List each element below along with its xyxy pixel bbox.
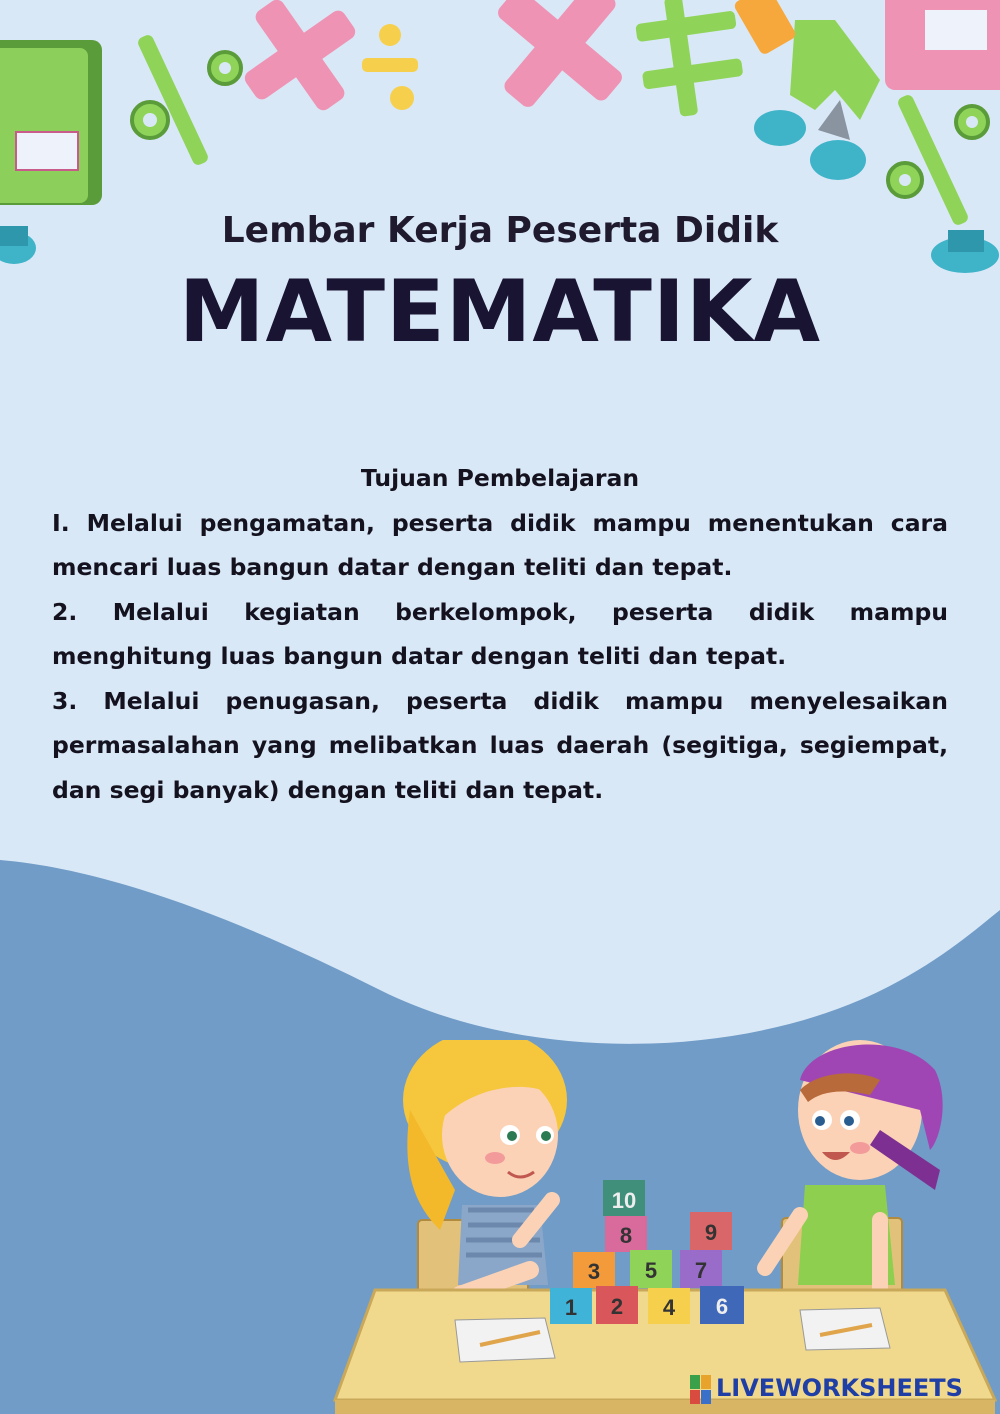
block-label: 9	[704, 1220, 718, 1245]
watermark-text: LIVEWORKSHEETS	[716, 1374, 963, 1402]
objective-item: 3. Melalui penugasan, peserta didik mampu menyelesaikan permasalahan yang melibatkan luas daerah (segitiga, segiempat, dan segi banyak) dengan teliti dan tepat.	[52, 686, 948, 804]
worksheet-subtitle: Lembar Kerja Peserta Didik	[221, 210, 779, 251]
objective-item: I. Melalui pengamatan, peserta didik mampu menentukan cara mencari luas bangun datar dengan teliti dan tepat.	[52, 508, 948, 581]
percent-icon	[888, 93, 988, 227]
multiply-icon	[493, 0, 628, 112]
children-illustration	[0, 1040, 1000, 1414]
subject-title: MATEMATIKA	[178, 262, 822, 362]
learning-objectives	[52, 456, 948, 812]
liveworksheets-logo-icon	[690, 1375, 712, 1405]
block-label: 7	[694, 1258, 708, 1283]
greater-than-icon	[790, 20, 880, 120]
book-icon	[0, 40, 102, 205]
divide-icon	[362, 24, 418, 110]
block-label: 1	[564, 1295, 578, 1320]
block-label: 10	[611, 1188, 637, 1213]
math-symbols-decoration	[0, 0, 1000, 300]
block-label: 5	[644, 1258, 658, 1283]
block-label: 8	[619, 1223, 633, 1248]
plus-icon	[632, 0, 748, 121]
block-label: 6	[715, 1294, 729, 1319]
percent-icon	[132, 33, 241, 167]
liveworksheets-watermark[interactable]	[690, 1372, 990, 1408]
objective-item: 2. Melalui kegiatan berkelompok, peserta didik mampu menghitung luas bangun datar dengan teliti dan tepat.	[52, 597, 948, 670]
block-label: 4	[662, 1295, 676, 1320]
multiply-icon	[238, 0, 363, 117]
objectives-heading: Tujuan Pembelajaran	[360, 464, 640, 492]
block-label: 2	[610, 1294, 624, 1319]
block-label: 3	[587, 1259, 601, 1284]
